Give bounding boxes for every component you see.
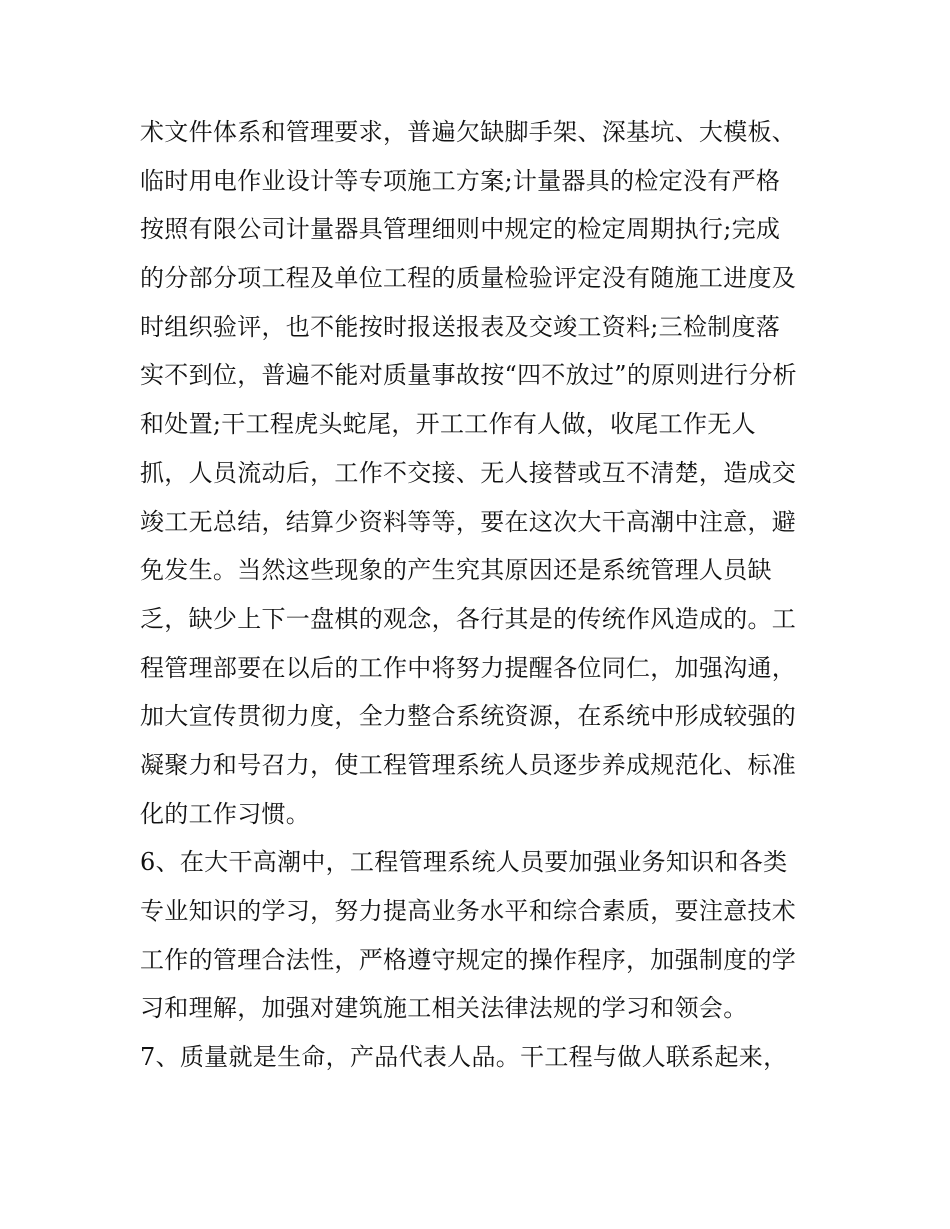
- text-line: 专业知识的学习，努力提高业务水平和综合素质，要注意技术: [140, 897, 797, 925]
- text-line: 免发生。当然这些现象的产生究其原因还是系统管理人员缺: [140, 556, 772, 585]
- body-text: [140, 108, 820, 1082]
- text-line: 临时用电作业设计等专项施工方案;计量器具的检定没有严格: [140, 166, 781, 195]
- text-line: 习和理解，加强对建筑施工相关法律法规的学习和领会。: [140, 994, 748, 1023]
- text-line: 乏，缺少上下一盘棋的观念，各行其是的传统作风造成的。工: [140, 604, 797, 633]
- text-line: 程管理部要在以后的工作中将努力提醒各位同仁，加强沟通，: [140, 653, 797, 682]
- text-line: 和处置;干工程虎头蛇尾，开工工作有人做，收尾工作无人: [140, 410, 756, 439]
- text-line: 实不到位，普遍不能对质量事故按“四不放过”的原则进行分析: [140, 361, 797, 390]
- text-line: 工作的管理合法性，严格遵守规定的操作程序，加强制度的学: [140, 945, 797, 974]
- text-line: 竣工无总结，结算少资料等等，要在这次大干高潮中注意，避: [140, 507, 797, 536]
- text-line: 化的工作习惯。: [140, 799, 311, 828]
- text-line: 抓，人员流动后，工作不交接、无人接替或互不清楚，造成交: [140, 458, 797, 487]
- text-line: 凝聚力和号召力，使工程管理系统人员逐步养成规范化、标准: [140, 750, 797, 779]
- text-line: 时组织验评，也不能按时报送报表及交竣工资料;三检制度落: [140, 312, 781, 341]
- text-line: 术文件体系和管理要求，普遍欠缺脚手架、深基坑、大模板、: [140, 118, 797, 146]
- text-line: 按照有限公司计量器具管理细则中规定的检定周期执行;完成: [140, 215, 781, 244]
- text-line: 7、质量就是生命，产品代表人品。干工程与做人联系起来，: [140, 1043, 788, 1072]
- text-line: 加大宣传贯彻力度，全力整合系统资源，在系统中形成较强的: [140, 702, 797, 731]
- text-line: 的分部分项工程及单位工程的质量检验评定没有随施工进度及: [140, 264, 797, 293]
- text-line: 6、在大干高潮中，工程管理系统人员要加强业务知识和各类: [140, 848, 788, 877]
